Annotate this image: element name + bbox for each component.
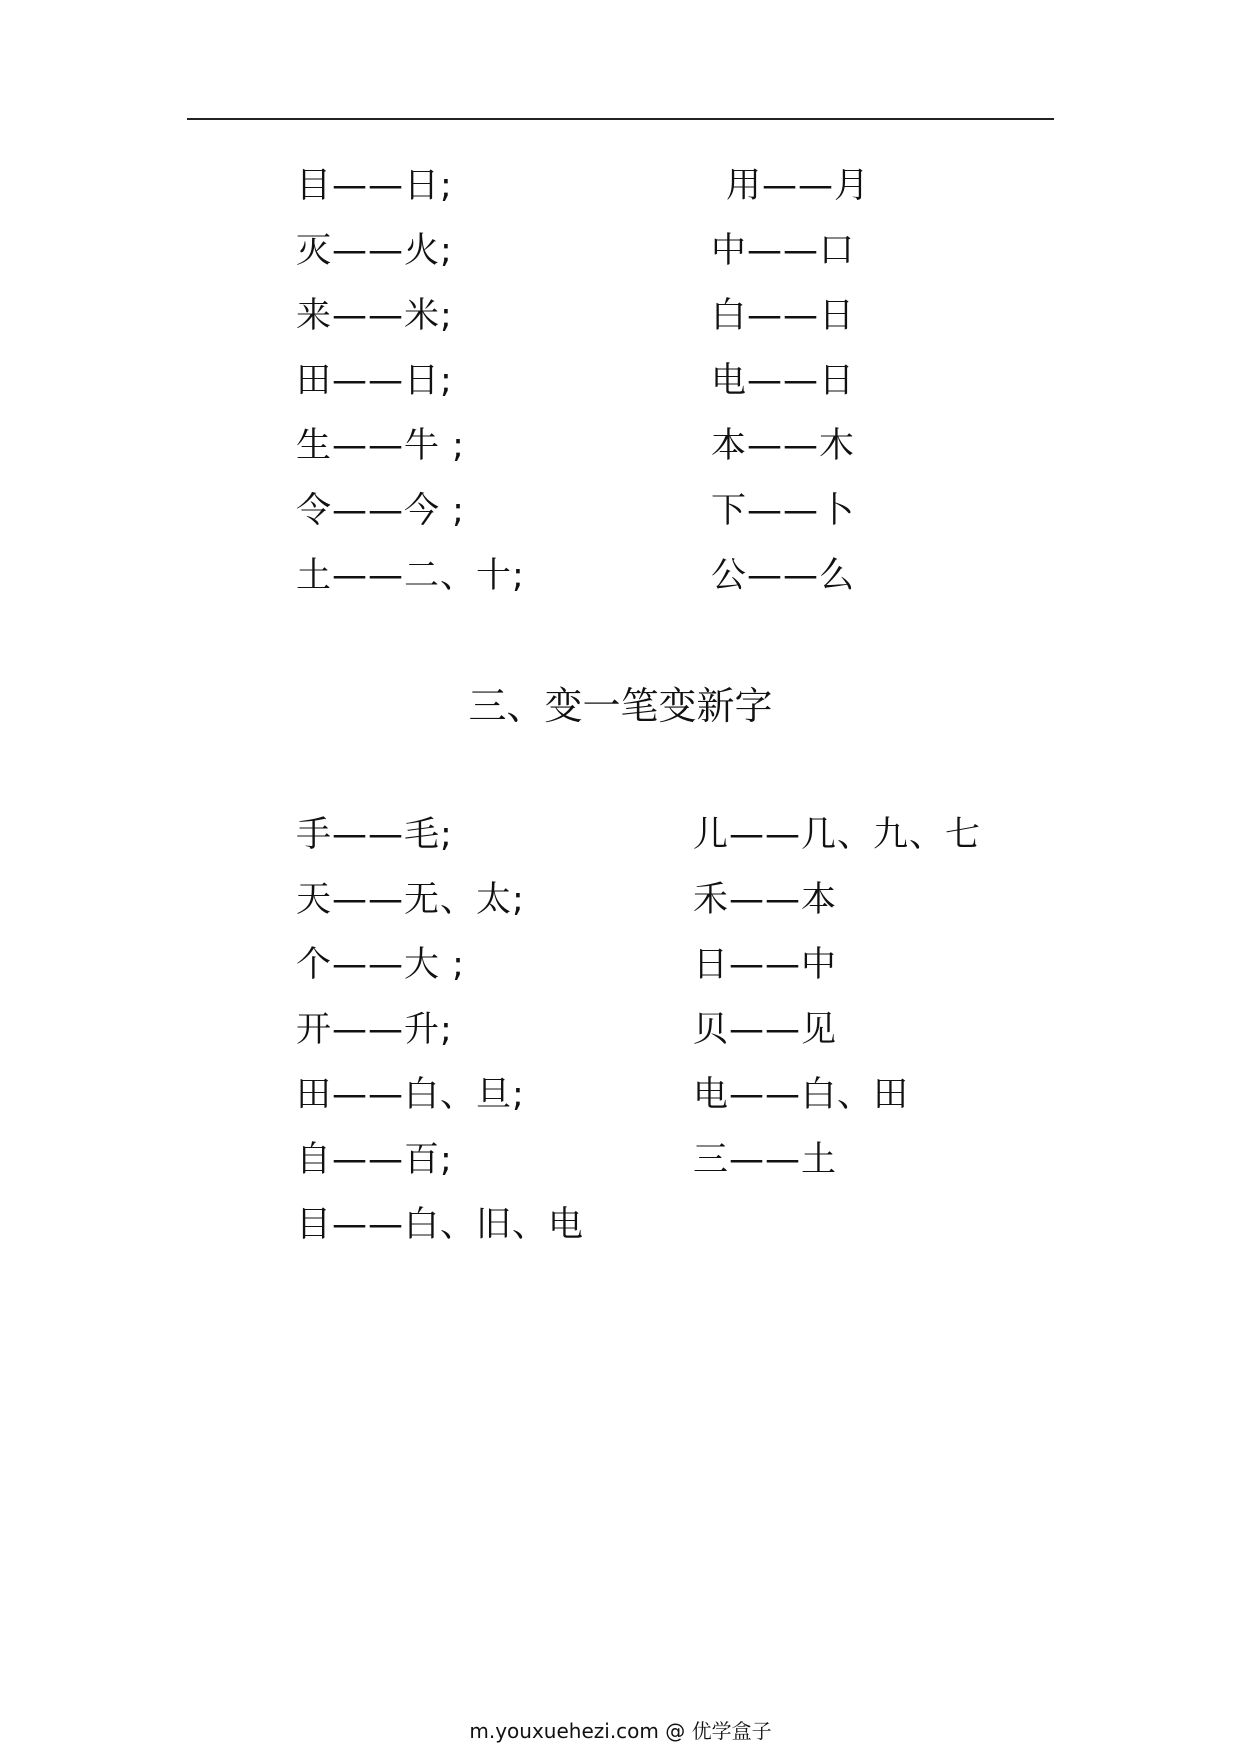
s3-right-row-4: 贝——见	[693, 1010, 838, 1050]
s1-left-row-6: 令——今 ;	[296, 491, 465, 531]
s1-left-row-2: 灭——火;	[296, 231, 453, 271]
s1-right-row-4: 电——日	[711, 361, 856, 401]
s3-left-row-6: 自——百;	[296, 1140, 453, 1180]
s3-left-row-2: 天——无、太;	[296, 880, 525, 920]
section-title: 三、变一笔变新字	[468, 684, 773, 728]
header-rule	[187, 118, 1054, 120]
s3-left-row-5: 田——白、旦;	[296, 1075, 525, 1115]
s1-left-row-4: 田——日;	[296, 361, 453, 401]
s3-left-row-3: 个——大 ;	[296, 945, 465, 985]
s1-right-row-6: 下——卜	[711, 491, 856, 531]
s1-left-row-7: 土——二、十;	[296, 556, 525, 596]
s1-left-row-1: 目——日;	[296, 166, 453, 206]
s3-right-row-1: 儿——几、九、七	[693, 815, 982, 855]
s3-right-row-2: 禾——本	[693, 880, 838, 920]
s3-right-row-6: 三——土	[693, 1140, 838, 1180]
s1-right-row-2: 中——口	[711, 231, 856, 271]
s1-right-row-1: 用——月	[726, 166, 871, 206]
s3-left-row-7: 目——白、旧、电	[296, 1205, 585, 1245]
s1-right-row-3: 白——日	[711, 296, 856, 336]
s1-right-row-7: 公——么	[711, 556, 856, 596]
s3-left-row-1: 手——毛;	[296, 815, 453, 855]
s3-right-row-5: 电——白、田	[693, 1075, 910, 1115]
s3-right-row-3: 日——中	[693, 945, 838, 985]
s1-left-row-5: 生——牛 ;	[296, 426, 465, 466]
s1-right-row-5: 本——木	[711, 426, 856, 466]
s3-left-row-4: 开——升;	[296, 1010, 453, 1050]
footer-source: m.youxuehezi.com @ 优学盒子	[469, 1719, 772, 1743]
s1-left-row-3: 来——米;	[296, 296, 453, 336]
